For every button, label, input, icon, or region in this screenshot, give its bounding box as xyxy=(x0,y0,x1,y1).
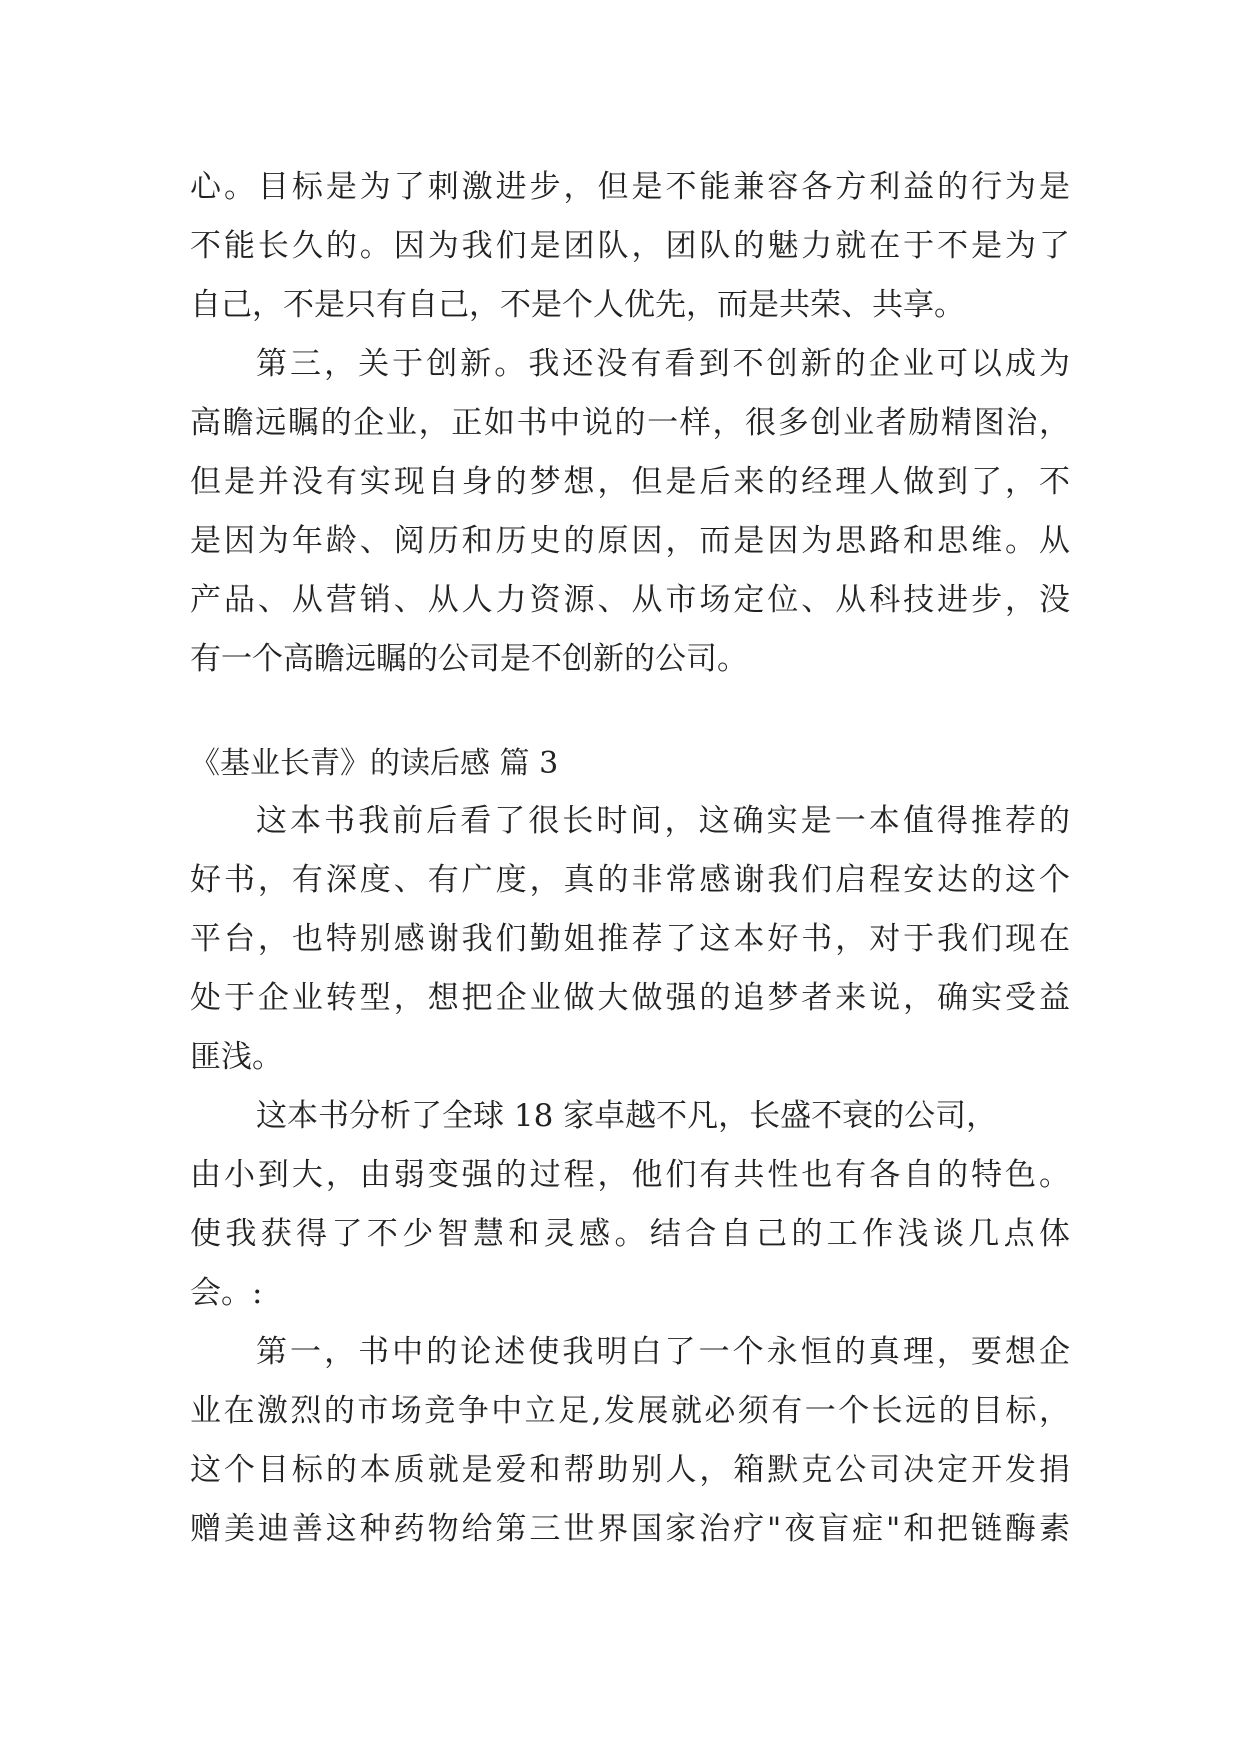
paragraph-line: 这个目标的本质就是爱和帮助别人，箱默克公司决定开发捐 xyxy=(190,1452,1070,1488)
paragraph-line: 有一个高瞻远瞩的公司是不创新的公司。 xyxy=(190,641,748,677)
paragraph-line: 心。目标是为了刺激进步，但是不能兼容各方利益的行为是 xyxy=(190,169,1070,205)
paragraph-line: 这本书我前后看了很长时间，这确实是一本值得推荐的 xyxy=(256,803,1070,839)
paragraph-line: 赠美迪善这种药物给第三世界国家治疗"夜盲症"和把链酶素 xyxy=(190,1511,1070,1547)
paragraph-line: 不能长久的。因为我们是团队，团队的魅力就在于不是为了 xyxy=(190,228,1070,264)
paragraph-line: 是因为年龄、阅历和历史的原因，而是因为思路和思维。从 xyxy=(190,523,1070,559)
paragraph-line: 第三，关于创新。我还没有看到不创新的企业可以成为 xyxy=(256,346,1070,382)
paragraph-line: 好书，有深度、有广度，真的非常感谢我们启程安达的这个 xyxy=(190,862,1070,898)
paragraph-line: 使我获得了不少智慧和灵感。结合自己的工作浅谈几点体 xyxy=(190,1216,1070,1252)
paragraph-line: 处于企业转型，想把企业做大做强的追梦者来说，确实受益 xyxy=(190,980,1070,1016)
paragraph-line: 业在激烈的市场竞争中立足,发展就必须有一个长远的目标， xyxy=(190,1393,1070,1429)
paragraph-line: 自己，不是只有自己，不是个人优先，而是共荣、共享。 xyxy=(190,287,965,323)
paragraph-line: 会。: xyxy=(190,1275,263,1311)
paragraph-line: 这本书分析了全球 18 家卓越不凡，长盛不衰的公司， xyxy=(256,1098,998,1134)
paragraph-line: 高瞻远瞩的企业，正如书中说的一样，很多创业者励精图治， xyxy=(190,405,1070,441)
paragraph-line: 由小到大，由弱变强的过程，他们有共性也有各自的特色。 xyxy=(190,1157,1070,1193)
paragraph-line: 产品、从营销、从人力资源、从市场定位、从科技进步，没 xyxy=(190,582,1070,618)
paragraph-line: 第一，书中的论述使我明白了一个永恒的真理，要想企 xyxy=(256,1334,1070,1370)
section-heading: 《基业长青》的读后感 篇 3 xyxy=(190,746,559,781)
paragraph-line: 匪浅。 xyxy=(190,1039,283,1075)
paragraph-line: 但是并没有实现自身的梦想，但是后来的经理人做到了，不 xyxy=(190,464,1070,500)
paragraph-line: 平台，也特别感谢我们勤姐推荐了这本好书，对于我们现在 xyxy=(190,921,1070,957)
